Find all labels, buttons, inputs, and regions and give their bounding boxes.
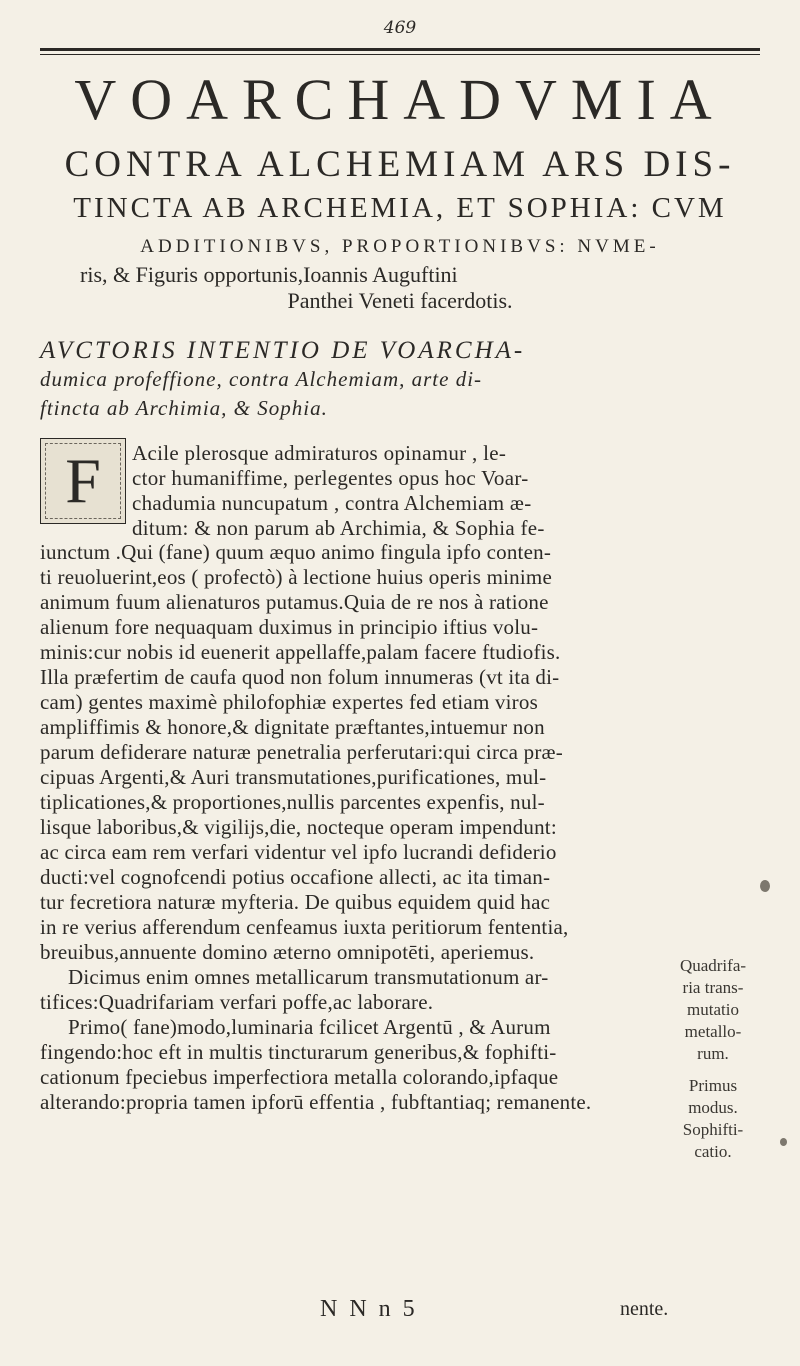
subtitle-line-3: ftincta ab Archimia, & Sophia. (40, 396, 328, 420)
text-line: alienum fore nequaquam duximus in principio iftius volu- (40, 615, 539, 639)
text-line: tur fecretiora naturæ myfteria. De quibus equidem quid hac (40, 890, 551, 914)
text-line: chadumia nuncupatum , contra Alchemiam æ- (132, 491, 532, 515)
text-line: iunctum .Qui (fane) quum æquo animo fingula ipfo conten- (40, 540, 552, 564)
text-line: lisque laboribus,& vigilijs,die, nocteque operam impendunt: (40, 815, 557, 839)
text-line: ampliffimis & honore,& dignitate præftantes,intuemur non (40, 715, 545, 739)
header-rule-thin (40, 54, 760, 55)
margin-note-line: Primus (688, 1076, 738, 1095)
text-line: fingendo:hoc eft in multis tincturarum generibus,& fophifti- (40, 1040, 557, 1064)
decorated-initial-letter (40, 438, 126, 524)
signature-mark: N N n 5 (320, 1296, 418, 1322)
ink-smudge (780, 1138, 787, 1146)
text-line: ti reuoluerint,eos ( profectò) à lectione huius operis minime (40, 565, 552, 589)
text-line: ducti:vel cognofcendi potius occafione allecti, ac ita timan- (40, 865, 551, 889)
text-line: parum defiderare naturæ penetralia perferutari:qui circa præ- (40, 740, 563, 764)
section-subtitle (40, 336, 740, 423)
text-line: animum fuum alienaturos putamus.Quia de re nos à ratione (40, 590, 549, 614)
text-line: Dicimus enim omnes metallicarum transmutationum ar- (68, 965, 549, 989)
text-line: cam) gentes maximè philofophiæ expertes fed etiam viros (40, 690, 538, 714)
subtitle-line-1: AVCTORIS INTENTIO DE VOARCHA- (40, 337, 526, 364)
text-line: minis:cur nobis id euenerit appellaffe,palam facere ftudiofis. (40, 640, 561, 664)
text-line: ctor humaniffime, perlegentes opus hoc Voar- (132, 466, 529, 490)
title-line-4: ADDITIONIBVS, PROPORTIONIBVS: NVME- (140, 236, 660, 257)
title-line-3: TINCTA AB ARCHEMIA, ET SOPHIA: CVM (73, 192, 727, 224)
margin-note-quadrifaria (658, 955, 768, 1065)
title-line-2: CONTRA ALCHEMIAM ARS DIS- (64, 144, 736, 185)
margin-note-line: modus. (688, 1098, 738, 1117)
margin-note-line: Sophifti- (682, 1120, 744, 1139)
margin-note-line: mutatio (687, 1000, 739, 1019)
page-number: 469 (383, 18, 417, 38)
title-line-1: VOARCHADVMIA (74, 67, 726, 132)
title-line-5a: ris, & Figuris opportunis,Ioannis Auguftini (80, 262, 458, 287)
text-line: cipuas Argenti,& Auri transmutationes,purificationes, mul- (40, 765, 547, 789)
header-rule-thick (40, 48, 760, 51)
text-line: alterando:propria tamen ipforū effentia , fubftantiaq; remanente. (40, 1090, 592, 1114)
text-line: Illa præfertim de caufa quod non folum innumeras (vt ita di- (40, 665, 560, 689)
text-line: tiplicationes,& proportiones,nullis parcentes expenfis, nul- (40, 790, 545, 814)
text-line: ac circa eam rem verfari videntur vel ipfo lucrandi defiderio (40, 840, 557, 864)
text-line: in re verius afferendum cenfeamus iuxta peritiorum fententia, (40, 915, 569, 939)
title-line-5b: Panthei Veneti facerdotis. (287, 288, 513, 313)
title-line-5 (80, 262, 720, 314)
margin-note-primus-modus (658, 1075, 768, 1163)
text-line: Primo( fane)modo,luminaria fcilicet Argentū , & Aurum (68, 1015, 551, 1039)
margin-note-line: ria trans- (682, 978, 744, 997)
ink-smudge (760, 880, 770, 892)
text-line: tifices:Quadrifariam verfari poffe,ac laborare. (40, 990, 434, 1014)
text-line: ditum: & non parum ab Archimia, & Sophia fe- (132, 516, 545, 540)
margin-note-line: Quadrifa- (679, 956, 747, 975)
text-line: breuibus,annuente domino æterno omnipotēti, aperiemus. (40, 940, 535, 964)
subtitle-line-2: dumica profeffione, contra Alchemiam, arte di- (40, 367, 483, 391)
text-line: cationum fpeciebus imperfectiora metalla colorando,ipfaque (40, 1065, 559, 1089)
margin-note-line: metallo- (684, 1022, 742, 1041)
margin-note-line: rum. (697, 1044, 729, 1063)
margin-note-line: catio. (694, 1142, 732, 1161)
initial-letter-glyph: F (65, 445, 101, 516)
catchword: nente. (620, 1298, 669, 1320)
text-line: Acile plerosque admiraturos opinamur , le- (132, 441, 507, 465)
